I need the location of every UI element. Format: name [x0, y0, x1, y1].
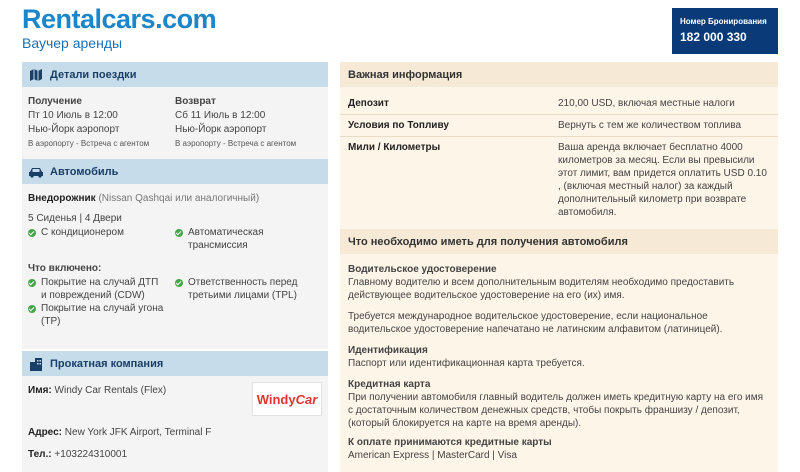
company-address-label: Адрес:: [28, 427, 62, 438]
feature-ac: [28, 226, 175, 252]
included-cdw-label: Покрытие на случай ДТП и повреждений (CDW): [41, 277, 159, 301]
company-name: Windy Car Rentals (Flex): [54, 385, 167, 396]
info-value: Ваша аренда включает бесплатно 4000 километров за месяц. Если вы превысили этот лимит, вам придется оплатить USD 0.10 , (включая местный налог) за каждый дополнительный километр при возврате автомобиля.: [558, 142, 767, 218]
trip-details-header: [22, 62, 328, 87]
pickup-place: Нью-Йорк аэропорт: [28, 124, 120, 135]
booking-number: 182 000 330: [680, 30, 747, 44]
building-icon: [28, 357, 44, 371]
car-icon: [28, 165, 44, 179]
accepted-cards-title: К оплате принимаются кредитные карты: [348, 437, 552, 448]
trip-details-body: [22, 87, 328, 159]
car-type: Внедорожник: [28, 193, 96, 204]
included-label: Что включено:: [28, 263, 102, 274]
company-body: [22, 376, 328, 472]
accepted-cards: American Express | MasterCard | Visa: [348, 450, 517, 461]
left-column: [22, 62, 328, 472]
car-title: Автомобиль: [50, 165, 119, 178]
info-value: Вернуть с тем же количеством топлива: [558, 120, 742, 131]
important-info-header: Важная информация: [340, 62, 778, 87]
car-body: [22, 184, 328, 349]
check-icon: [175, 229, 183, 237]
windy-logo-text-b: Car: [295, 391, 318, 407]
check-icon: [28, 279, 36, 287]
windy-logo-text-a: Windy: [256, 391, 296, 407]
included-tp: [28, 302, 165, 328]
right-column: [340, 62, 778, 472]
return-block: [175, 95, 322, 150]
credit-card-title: Кредитная карта: [348, 379, 431, 390]
pickup-date: Пт 10 Июль в 12:00: [28, 110, 118, 121]
company-phone-label: Тел.:: [28, 449, 52, 460]
company-phone[interactable]: +103224310001: [54, 449, 127, 460]
booking-number-box: [672, 8, 778, 54]
info-key: Депозит: [348, 98, 389, 109]
credit-card-text: При получении автомобиля главный водитель должен иметь кредитную карту на его имя с достаточным количеством денежных средств, чтобы покрыть франшизу / депозит, (который блокируется на карте на время аренды).: [348, 392, 764, 429]
check-icon: [175, 279, 183, 287]
included-cdw: [28, 276, 165, 302]
company-phone-line: [28, 448, 322, 462]
info-row-deposit: [340, 93, 778, 115]
id-text: Паспорт или идентификационная карта требуется.: [348, 358, 585, 369]
logo-main: Rentalcars: [22, 4, 156, 34]
check-icon: [28, 305, 36, 313]
included-tpl-label: Ответственность перед третьими лицами (TPL): [188, 277, 298, 301]
important-info-table: [340, 93, 778, 223]
company-title: Прокатная компания: [50, 357, 164, 370]
brand: [22, 4, 216, 51]
company-address: New York JFK Airport, Terminal F: [64, 427, 212, 438]
requirements-body: [340, 254, 778, 462]
rentalcars-logo[interactable]: [22, 4, 216, 34]
included-tpl: [175, 276, 312, 302]
info-value: 210,00 USD, включая местные налоги: [558, 98, 735, 109]
windy-car-logo: [252, 382, 322, 416]
page-subtitle: Ваучер аренды: [22, 35, 123, 51]
license-title: Водительское удостоверение: [348, 264, 497, 275]
trip-details-title: Детали поездки: [50, 68, 137, 81]
seats-doors: 5 Сиденья | 4 Двери: [28, 213, 122, 224]
included-tp-label: Покрытие на случай угона (TP): [41, 303, 164, 327]
requirements-header: Что необходимо иметь для получения автомобиля: [340, 229, 778, 254]
booking-number-label: Номер Бронирования: [680, 17, 767, 26]
car-header: [22, 159, 328, 184]
info-row-mileage: [340, 137, 778, 223]
info-row-fuel: [340, 115, 778, 137]
pickup-block: [28, 95, 175, 150]
pickup-label: Получение: [28, 96, 82, 107]
intl-license-text: Требуется международное водительское удостоверение, если национальное водительское удостоверение напечатано не латинским алфавитом (латиницей).: [348, 311, 723, 335]
car-type-line: [28, 192, 322, 206]
feature-ac-label: С кондиционером: [41, 227, 124, 238]
company-header: [22, 351, 328, 376]
company-address-line: [28, 426, 322, 440]
map-icon: [28, 68, 44, 82]
license-text: Главному водителю и всем дополнительным водителям необходимо предоставить действующее водительское удостоверение на его (их) имя.: [348, 277, 735, 301]
id-title: Идентификация: [348, 345, 428, 356]
feature-transmission: [175, 226, 322, 252]
car-model: (Nissan Qashqai или аналогичный): [98, 193, 260, 204]
return-date: Сб 11 Июль в 12:00: [175, 110, 266, 121]
pickup-note: В аэропорту - Встреча с агентом: [28, 139, 150, 148]
feature-transmission-label: Автоматическая трансмиссия: [188, 227, 264, 251]
info-key: Мили / Километры: [348, 142, 441, 153]
return-place: Нью-Йорк аэропорт: [175, 124, 267, 135]
company-name-label: Имя:: [28, 385, 52, 396]
return-note: В аэропорту - Встреча с агентом: [175, 139, 297, 148]
info-key: Условия по Топливу: [348, 120, 449, 131]
check-icon: [28, 229, 36, 237]
logo-domain: .com: [155, 4, 217, 34]
return-label: Возврат: [175, 96, 216, 107]
